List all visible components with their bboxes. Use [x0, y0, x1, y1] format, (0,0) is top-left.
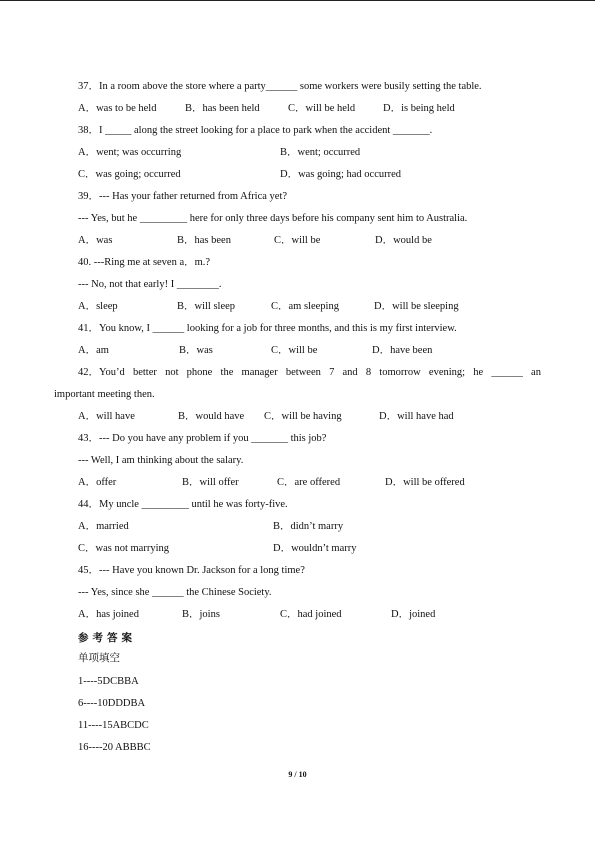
q45-option-d: D．joined [391, 609, 436, 620]
q42-word: the [220, 367, 234, 378]
q42-option-b: B．would have [178, 411, 245, 422]
question-37-stem: 37．In a room above the store where a party______ some workers were busily setting the table. [78, 81, 482, 92]
q43-option-d: D．will be offered [385, 477, 465, 488]
q37-option-d: D．is being held [383, 103, 455, 114]
answer-line: 11----15ABCDC [78, 720, 149, 731]
q42-option-d: D．will have had [379, 411, 454, 422]
question-39-stem: 39．--- Has your father returned from Africa yet? [78, 191, 288, 202]
q40-option-d: D．will be sleeping [374, 301, 459, 312]
q37-option-b: B．has been held [185, 103, 260, 114]
q42-option-a: A．will have [78, 411, 135, 422]
q41-option-d: D．have been [372, 345, 433, 356]
q38-option-d: D．was going; had occurred [280, 169, 402, 180]
q41-option-c: C．will be [271, 345, 318, 356]
q42-word: between [285, 367, 321, 378]
q39-option-b: B．has been [177, 235, 231, 246]
q42-word: better [132, 367, 157, 378]
q43-option-a: A．offer [78, 477, 117, 488]
page-number: 9 / 10 [288, 770, 307, 779]
q42-word: phone [186, 367, 213, 378]
q39-option-a: A．was [78, 235, 113, 246]
q39-option-c: C．will be [274, 235, 321, 246]
answer-section-title: 单项填空 [78, 653, 120, 664]
question-45-stem: 45．--- Have you known Dr. Jackson for a long time? [78, 565, 305, 576]
q42-word: and [342, 367, 358, 378]
question-43-stem-line2: --- Well, I am thinking about the salary. [78, 455, 244, 466]
q42-word: 7 [329, 367, 335, 378]
question-38-stem: 38．I _____ along the street looking for a place to park when the accident _______. [78, 125, 433, 136]
q37-option-c: C．will be held [288, 103, 356, 114]
q37-option-a: A．was to be held [78, 103, 157, 114]
q45-option-b: B．joins [182, 609, 220, 620]
q42-word: he [473, 367, 484, 378]
q40-option-b: B．will sleep [177, 301, 236, 312]
answer-line: 16----20 ABBBC [78, 742, 151, 753]
q39-option-d: D．would be [375, 235, 432, 246]
q42-word: 8 [365, 367, 372, 378]
answer-key-heading: 参考答案 [78, 633, 136, 644]
q45-option-c: C．had joined [280, 609, 342, 620]
q41-option-b: B．was [179, 345, 213, 356]
answer-line: 1----5DCBBA [78, 676, 139, 687]
question-44-stem: 44．My uncle _________ until he was forty-five. [78, 499, 288, 510]
q38-option-c: C．was going; occurred [78, 169, 181, 180]
q42-word: tomorrow [379, 367, 421, 378]
q42-option-c: C．will be having [264, 411, 342, 422]
q43-option-c: C．are offered [277, 477, 341, 488]
question-43-stem: 43．--- Do you have any problem if you _______ this job? [78, 433, 327, 444]
page-top-border [0, 0, 595, 1]
question-40-stem: 40. ---Ring me at seven a．m.? [78, 257, 211, 268]
q42-word: not [165, 367, 179, 378]
q44-option-c: C．was not marrying [78, 543, 169, 554]
q42-word: 42．You’d [78, 367, 125, 378]
q44-option-a: A．married [78, 521, 129, 532]
answer-line: 6----10DDDBA [78, 698, 146, 709]
question-39-stem-line2: --- Yes, but he _________ here for only three days before his company sent him to Australia. [78, 213, 468, 224]
q38-option-a: A．went; was occurring [78, 147, 182, 158]
q40-option-a: A．sleep [78, 301, 118, 312]
q38-option-b: B．went; occurred [280, 147, 361, 158]
question-40-stem-line2: --- No, not that early! I ________. [78, 279, 222, 290]
question-41-stem: 41．You know, I ______ looking for a job for three months, and this is my first interview. [78, 323, 457, 334]
q42-word: an [531, 367, 541, 378]
q43-option-b: B．will offer [182, 477, 239, 488]
question-42-stem-line2: important meeting then. [54, 389, 155, 400]
q42-word: manager [241, 367, 278, 378]
question-45-stem-line2: --- Yes, since she ______ the Chinese Society. [78, 587, 272, 598]
q42-word: ______ [491, 367, 523, 378]
q41-option-a: A．am [78, 345, 109, 356]
q44-option-d: D．wouldn’t marry [273, 543, 357, 554]
q44-option-b: B．didn’t marry [273, 521, 344, 532]
q45-option-a: A．has joined [78, 609, 139, 620]
q42-word: evening; [428, 367, 466, 378]
question-42-stem [78, 366, 541, 379]
q40-option-c: C．am sleeping [271, 301, 339, 312]
